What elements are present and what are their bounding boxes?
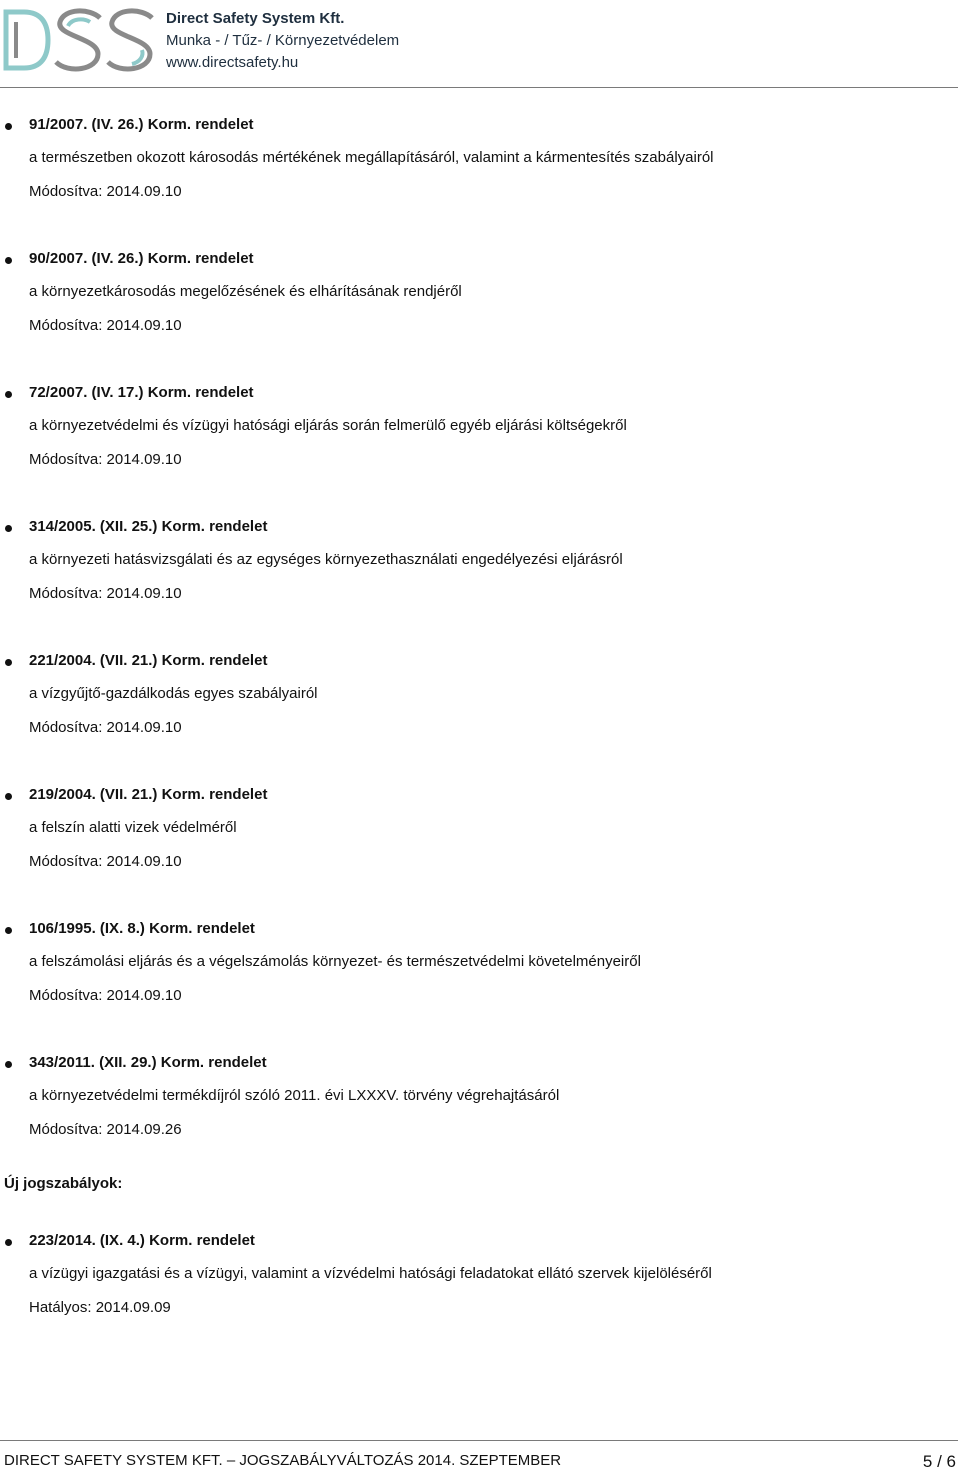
regulation-description: a környezetvédelmi termékdíjról szóló 2011. évi LXXXV. törvény végrehajtásáról (29, 1087, 560, 1104)
company-info (166, 8, 399, 74)
regulation-modified-date: Módosítva: 2014.09.10 (29, 317, 182, 334)
company-name: Direct Safety System Kft. (166, 10, 345, 27)
regulation-description: a vízgyűjtő-gazdálkodás egyes szabályairól (29, 685, 318, 702)
bullet-icon (5, 391, 12, 398)
company-tagline: Munka - / Tűz- / Környezetvédelem (166, 32, 400, 49)
regulation-title: 72/2007. (IV. 17.) Korm. rendelet (29, 384, 254, 401)
regulation-title: 91/2007. (IV. 26.) Korm. rendelet (29, 116, 254, 133)
regulation-description: a felszín alatti vizek védelméről (29, 819, 237, 836)
footer-divider (0, 1440, 958, 1441)
footer-text: DIRECT SAFETY SYSTEM KFT. – JOGSZABÁLYVÁLTOZÁS 2014. SZEPTEMBER (4, 1452, 562, 1469)
bullet-icon (5, 927, 12, 934)
bullet-icon (5, 1061, 12, 1068)
regulation-description: a környezetkárosodás megelőzésének és elhárításának rendjéről (29, 283, 462, 300)
regulation-modified-date: Módosítva: 2014.09.10 (29, 183, 182, 200)
regulation-modified-date: Módosítva: 2014.09.10 (29, 987, 182, 1004)
regulation-description: a természetben okozott károsodás mértékének megállapításáról, valamint a kármentesítés szabályairól (29, 149, 714, 166)
regulation-modified-date: Módosítva: 2014.09.10 (29, 451, 182, 468)
bullet-icon (5, 525, 12, 532)
regulation-modified-date: Módosítva: 2014.09.26 (29, 1121, 182, 1138)
page-header (0, 0, 960, 88)
regulation-modified-date: Módosítva: 2014.09.10 (29, 853, 182, 870)
regulation-title: 343/2011. (XII. 29.) Korm. rendelet (29, 1054, 267, 1071)
company-website: www.directsafety.hu (166, 54, 299, 71)
bullet-icon (5, 1239, 12, 1246)
regulation-description: a környezeti hatásvizsgálati és az egységes környezethasználati engedélyezési eljárásról (29, 551, 623, 568)
regulation-title: 219/2004. (VII. 21.) Korm. rendelet (29, 786, 268, 803)
page-number: 5 / 6 (922, 1452, 956, 1471)
regulation-title: 223/2014. (IX. 4.) Korm. rendelet (29, 1232, 255, 1249)
bullet-icon (5, 257, 12, 264)
regulation-title: 314/2005. (XII. 25.) Korm. rendelet (29, 518, 268, 535)
regulation-modified-date: Módosítva: 2014.09.10 (29, 719, 182, 736)
bullet-icon (5, 793, 12, 800)
bullet-icon (5, 123, 12, 130)
regulation-description: a környezetvédelmi és vízügyi hatósági eljárás során felmerülő egyéb eljárási költségekről (29, 417, 627, 434)
company-logo (2, 4, 158, 78)
regulation-title: 106/1995. (IX. 8.) Korm. rendelet (29, 920, 255, 937)
regulation-title: 221/2004. (VII. 21.) Korm. rendelet (29, 652, 268, 669)
regulation-description: a felszámolási eljárás és a végelszámolás környezet- és természetvédelmi követelményeiről (29, 953, 641, 970)
header-divider (0, 87, 958, 88)
regulation-effective-date: Hatályos: 2014.09.09 (29, 1299, 171, 1316)
bullet-icon (5, 659, 12, 666)
regulation-title: 90/2007. (IV. 26.) Korm. rendelet (29, 250, 254, 267)
regulation-modified-date: Módosítva: 2014.09.10 (29, 585, 182, 602)
regulation-description: a vízügyi igazgatási és a vízügyi, valamint a vízvédelmi hatósági feladatokat ellátó szervek kijelöléséről (29, 1265, 712, 1282)
new-regulations-heading: Új jogszabályok: (4, 1175, 123, 1192)
